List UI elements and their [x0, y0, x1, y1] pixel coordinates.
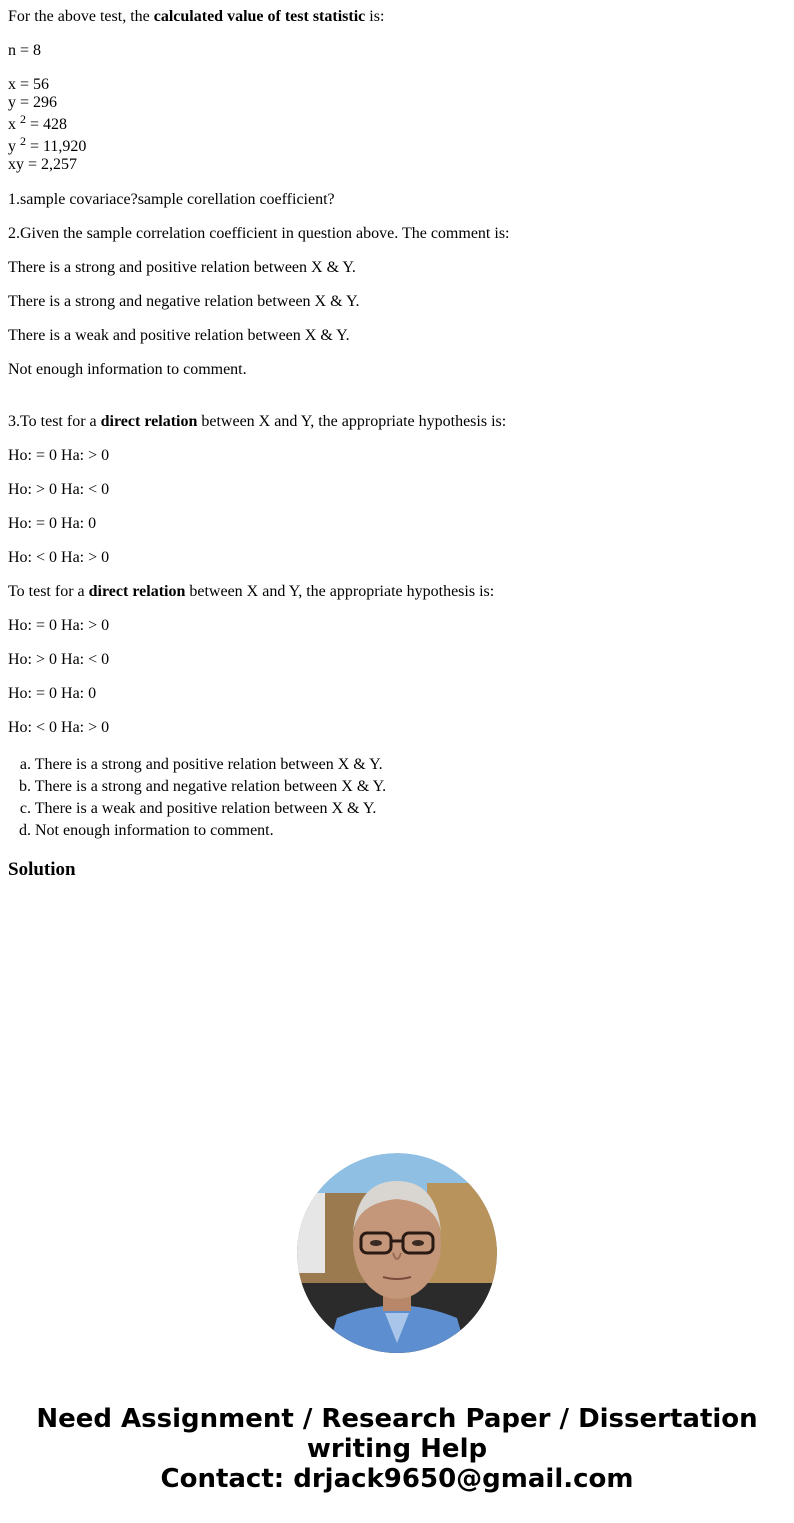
choice-item: d. Not enough information to comment.: [19, 822, 274, 839]
q3-option: Ho: < 0 Ha: > 0: [8, 549, 110, 566]
q3-option: Ho: = 0 Ha: 0: [8, 515, 97, 532]
choice-item: a. There is a strong and positive relation between X & Y.: [19, 756, 383, 773]
intro-suffix: is:: [365, 8, 385, 25]
q4-option: Ho: > 0 Ha: < 0: [8, 651, 110, 668]
q4-option: Ho: < 0 Ha: > 0: [8, 719, 110, 736]
choice-item: b. There is a strong and negative relation between X & Y.: [19, 778, 387, 795]
question-3: 3.To test for a direct relation between X and Y, the appropriate hypothesis is:: [8, 413, 507, 430]
stat-y-squared: y $^2$ = 11,920: [8, 134, 87, 155]
q2-option: There is a strong and positive relation between X & Y.: [8, 259, 356, 276]
choice-item: c. There is a weak and positive relation between X & Y.: [19, 800, 377, 817]
banner-line: Need Assignment / Research Paper / Dissertation: [36, 1404, 758, 1434]
q2-option: Not enough information to comment.: [8, 361, 247, 378]
promo-banner: [0, 1404, 794, 1494]
q4-option: Ho: = 0 Ha: > 0: [8, 617, 110, 634]
stat-xy: xy = 2,257: [8, 156, 78, 173]
intro-line: [8, 8, 384, 26]
stat-x: x = 56: [8, 76, 50, 93]
stat-y: y = 296: [8, 94, 58, 111]
n-line: n = 8: [8, 42, 42, 59]
question-4: To test for a direct relation between X and Y, the appropriate hypothesis is:: [8, 583, 495, 600]
summary-stats: [8, 76, 86, 174]
question-2: 2.Given the sample correlation coefficient in question above. The comment is:: [8, 225, 510, 242]
solution-heading: Solution: [8, 859, 76, 880]
stat-x-squared: x $^2$ = 428: [8, 112, 68, 133]
intro-prefix: For the above test, the: [8, 8, 154, 25]
q3-option: Ho: > 0 Ha: < 0: [8, 481, 110, 498]
author-avatar: [297, 1153, 497, 1353]
intro-bold: calculated value of test statistic: [153, 8, 366, 25]
banner-contact: Contact: drjack9650@gmail.com: [160, 1464, 634, 1494]
answer-choices: [8, 756, 386, 844]
q4-option: Ho: = 0 Ha: 0: [8, 685, 97, 702]
q2-option: There is a strong and negative relation between X & Y.: [8, 293, 360, 310]
question-1: 1.sample covariace?sample corellation coefficient?: [8, 191, 335, 208]
portrait-image: [297, 1153, 497, 1353]
banner-line: writing Help: [306, 1434, 488, 1464]
q2-option: There is a weak and positive relation between X & Y.: [8, 327, 350, 344]
q3-option: Ho: = 0 Ha: > 0: [8, 447, 110, 464]
